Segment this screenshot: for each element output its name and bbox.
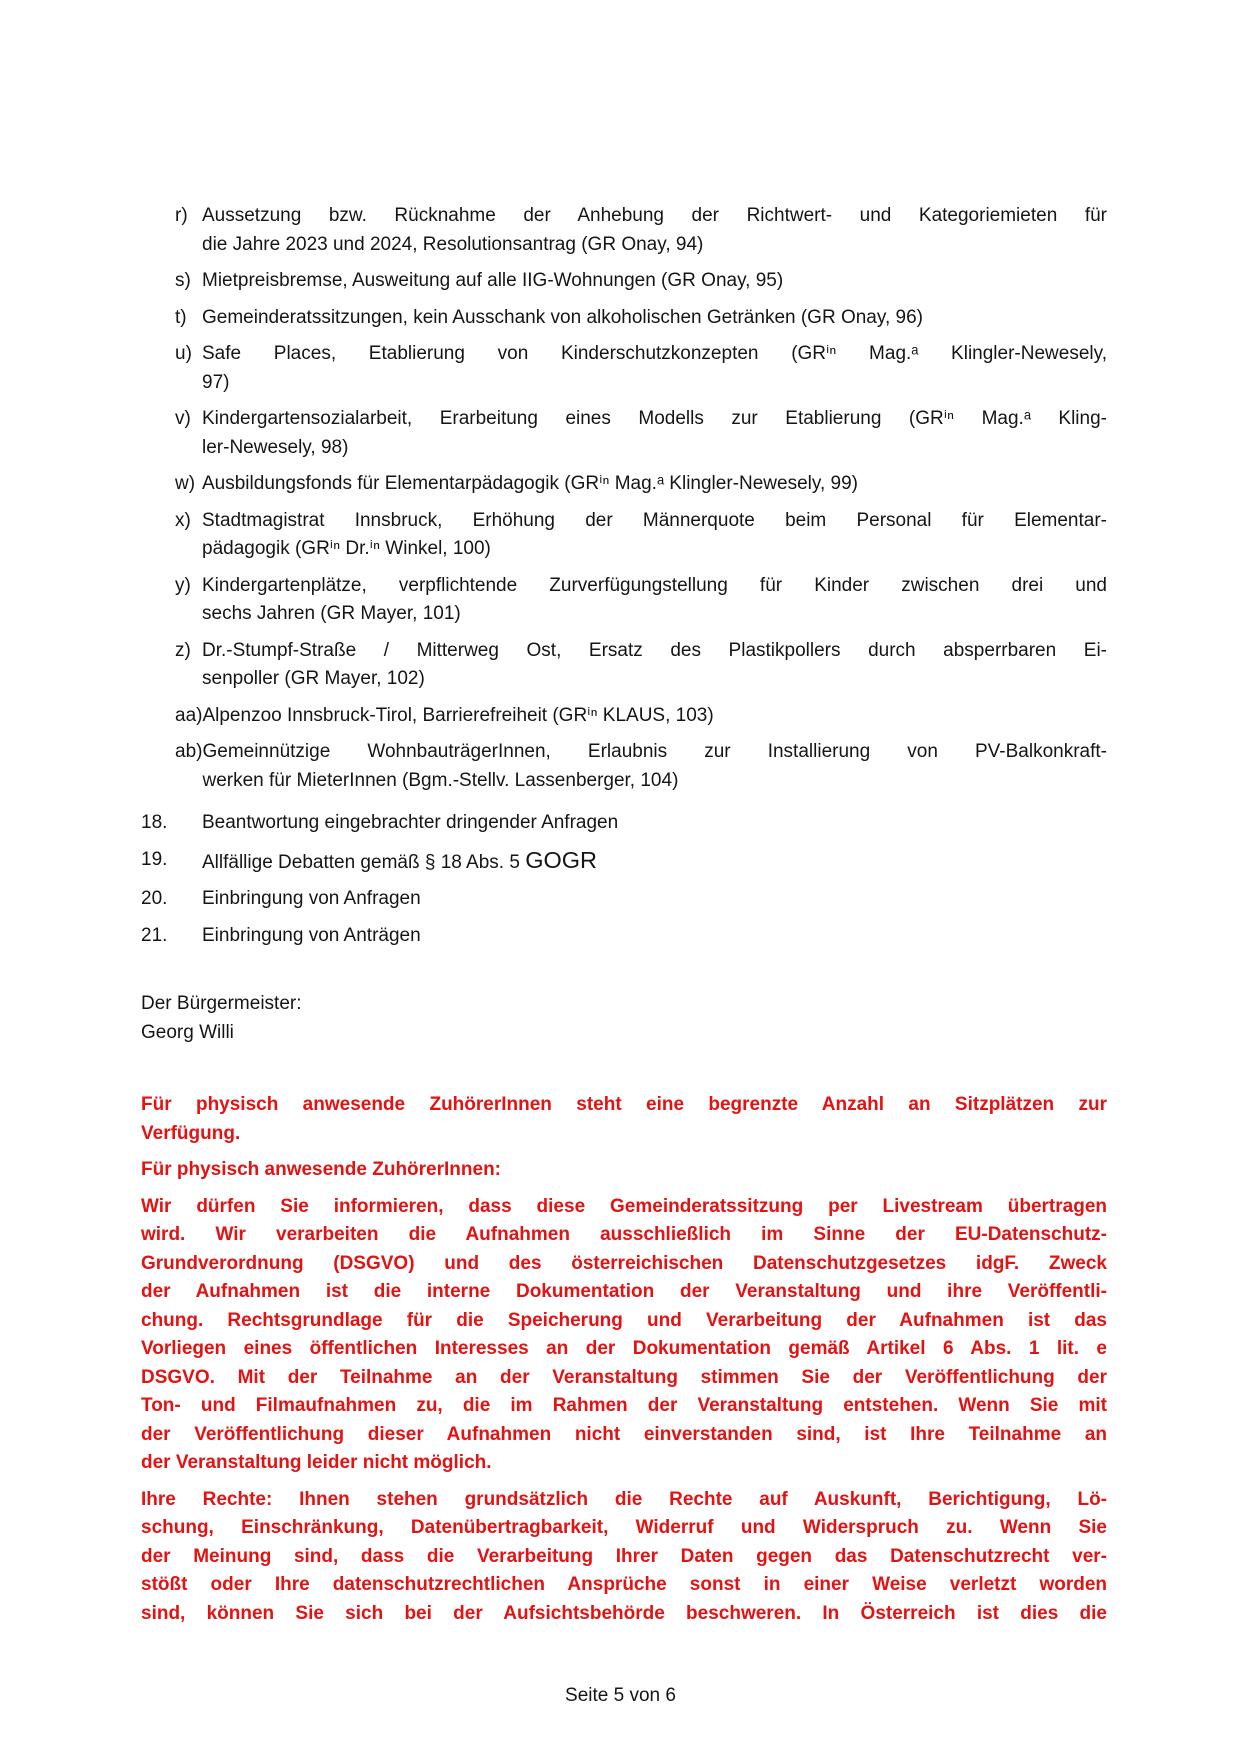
notice-line: Verfügung. [141, 1122, 241, 1144]
agenda-item-line: Allfällige Debatten gemäß § 18 Abs. 5 [202, 851, 526, 873]
agenda-item-number: 20. [141, 888, 168, 909]
agenda-item-number: 18. [141, 812, 168, 833]
signature-role: Der Bürgermeister: [141, 993, 302, 1014]
agenda-item [141, 846, 1107, 878]
agenda-item-line: Gemeinnützige WohnbauträgerInnen, Erlaubnis zur Installierung von PV-Balkonkraft- [202, 741, 1107, 762]
notice-line: chung. Rechtsgrundlage für die Speicherung und Verarbeitung der Aufnahmen ist das [141, 1309, 1107, 1331]
notice-line: der Aufnahmen ist die interne Dokumentation der Veranstaltung und ihre Veröffentli- [141, 1281, 1107, 1302]
agenda-item-line: pädagogik (GRⁱⁿ Dr.ⁱⁿ Winkel, 100) [202, 538, 491, 559]
agenda-item-line: Safe Places, Etablierung von Kinderschutzkonzepten (GRⁱⁿ Mag.ᵃ Klingler-Newesely, [202, 343, 1107, 364]
agenda-item [141, 702, 1107, 731]
notice-line: Grundverordnung (DSGVO) und des österreichischen Datenschutzgesetzes idgF. Zweck [141, 1252, 1107, 1274]
lettered-agenda-list [141, 202, 1107, 795]
page-content [141, 202, 1107, 1628]
agenda-item-line: senpoller (GR Mayer, 102) [202, 668, 425, 689]
agenda-item-text [202, 304, 1107, 333]
agenda-item-marker: s) [175, 270, 191, 291]
agenda-item [141, 738, 1107, 795]
agenda-item-text [202, 922, 1107, 951]
agenda-item-line: Aussetzung bzw. Rücknahme der Anhebung der Richtwert- und Kategoriemieten für [202, 205, 1107, 226]
agenda-item [141, 340, 1107, 397]
page-footer [0, 1682, 1241, 1711]
agenda-item [141, 507, 1107, 564]
notice-line: stößt oder Ihre datenschutzrechtlichen Ansprüche sonst in einer Weise verletzt worden [141, 1574, 1107, 1595]
agenda-item [141, 885, 1107, 914]
notice-line: sind, können Sie sich bei der Aufsichtsbehörde beschweren. In Österreich ist dies die [141, 1602, 1107, 1624]
privacy-notices [141, 1091, 1107, 1628]
notice-line: Wir dürfen Sie informieren, dass diese Gemeinderatssitzung per Livestream übertragen [141, 1195, 1107, 1217]
agenda-item-line: Dr.-Stumpf-Straße / Mitterweg Ost, Ersatz des Plastikpollers durch absperrbaren Ei- [202, 639, 1107, 661]
agenda-item-suffix: GOGR [525, 846, 598, 873]
notice-line: der Veröffentlichung dieser Aufnahmen nicht einverstanden sind, ist Ihre Teilnahme an [141, 1423, 1107, 1445]
agenda-item-line: Beantwortung eingebrachter dringender Anfragen [202, 812, 619, 833]
notice-line: Vorliegen eines öffentlichen Interesses an der Dokumentation gemäß Artikel 6 Abs. 1 lit. e [141, 1338, 1107, 1359]
notice-line: der Veranstaltung leider nicht möglich. [141, 1452, 492, 1473]
agenda-item [141, 202, 1107, 259]
agenda-item-marker: z) [175, 639, 191, 661]
agenda-item [141, 405, 1107, 462]
agenda-item-text [202, 507, 1107, 564]
agenda-item-text [202, 809, 1107, 838]
agenda-item-line: Einbringung von Anfragen [202, 888, 421, 909]
agenda-item-text [202, 885, 1107, 914]
agenda-item-marker: y) [175, 574, 191, 596]
agenda-item-text [202, 846, 1107, 878]
agenda-item-text [202, 202, 1107, 259]
agenda-item-number: 21. [141, 924, 168, 946]
agenda-item-line: werken für MieterInnen (Bgm.-Stellv. Lassenberger, 104) [202, 769, 679, 791]
notice-paragraph [141, 1091, 1107, 1148]
agenda-item-marker: r) [175, 205, 188, 226]
notice-paragraph [141, 1486, 1107, 1629]
notice-line: Ton- und Filmaufnahmen zu, die im Rahmen der Veranstaltung entstehen. Wenn Sie mit [141, 1395, 1107, 1416]
agenda-item [141, 637, 1107, 694]
numbered-agenda-list [141, 809, 1107, 950]
notice-line: Ihre Rechte: Ihnen stehen grundsätzlich die Rechte auf Auskunft, Berichtigung, Lö- [141, 1488, 1107, 1510]
agenda-item [141, 304, 1107, 333]
notice-line: Für physisch anwesende ZuhörerInnen: [141, 1159, 502, 1180]
agenda-item-text [202, 572, 1107, 629]
agenda-item-marker: ab) [175, 741, 203, 762]
agenda-item [141, 922, 1107, 951]
signature-name: Georg Willi [141, 1021, 234, 1043]
agenda-item-text [202, 405, 1107, 462]
agenda-item-line: 97) [202, 371, 230, 393]
notice-paragraph [141, 1156, 1107, 1185]
agenda-item-line: Kindergartenplätze, verpflichtende Zurverfügungstellung für Kinder zwischen drei und [202, 574, 1107, 596]
agenda-item-line: Ausbildungsfonds für Elementarpädagogik (GRⁱⁿ Mag.ᵃ Klingler-Newesely, 99) [202, 473, 858, 494]
agenda-item-marker: aa) [175, 704, 203, 726]
agenda-item-text [202, 738, 1107, 795]
agenda-item-line: ler-Newesely, 98) [202, 436, 349, 458]
agenda-item [141, 809, 1107, 838]
agenda-item-line: Einbringung von Anträgen [202, 924, 421, 946]
notice-line: schung, Einschränkung, Datenübertragbarkeit, Widerruf und Widerspruch zu. Wenn Sie [141, 1517, 1107, 1538]
agenda-item-text [202, 267, 1107, 296]
notice-line: der Meinung sind, dass die Verarbeitung Ihrer Daten gegen das Datenschutzrecht ver- [141, 1545, 1107, 1567]
agenda-item-line: Gemeinderatssitzungen, kein Ausschank von alkoholischen Getränken (GR Onay, 96) [202, 306, 923, 328]
agenda-item-line: sechs Jahren (GR Mayer, 101) [202, 603, 461, 624]
agenda-item [141, 470, 1107, 499]
agenda-item [141, 267, 1107, 296]
agenda-item-number: 19. [141, 848, 168, 870]
agenda-item-marker: t) [175, 306, 187, 328]
agenda-item-text [202, 470, 1107, 499]
agenda-item-marker: w) [175, 473, 196, 494]
notice-line: wird. Wir verarbeiten die Aufnahmen ausschließlich im Sinne der EU-Datenschutz- [141, 1224, 1107, 1245]
agenda-item-line: Alpenzoo Innsbruck-Tirol, Barrierefreiheit (GRⁱⁿ KLAUS, 103) [202, 704, 714, 726]
signature-block [141, 990, 1107, 1047]
agenda-item-marker: v) [175, 408, 191, 429]
notice-paragraph [141, 1193, 1107, 1478]
notice-line: Für physisch anwesende ZuhörerInnen steht eine begrenzte Anzahl an Sitzplätzen zur [141, 1094, 1107, 1115]
agenda-item-line: die Jahre 2023 und 2024, Resolutionsantrag (GR Onay, 94) [202, 233, 704, 255]
page-number-label: Seite 5 von 6 [565, 1685, 676, 1706]
agenda-item-text [202, 340, 1107, 397]
agenda-item-text [202, 637, 1107, 694]
agenda-item [141, 572, 1107, 629]
notice-line: DSGVO. Mit der Teilnahme an der Veranstaltung stimmen Sie der Veröffentlichung der [141, 1366, 1107, 1388]
agenda-item-line: Mietpreisbremse, Ausweitung auf alle IIG-Wohnungen (GR Onay, 95) [202, 270, 784, 291]
agenda-item-line: Stadtmagistrat Innsbruck, Erhöhung der Männerquote beim Personal für Elementar- [202, 509, 1107, 531]
agenda-item-line: Kindergartensozialarbeit, Erarbeitung eines Modells zur Etablierung (GRⁱⁿ Mag.ᵃ Kling- [202, 408, 1107, 429]
agenda-item-text [202, 702, 1107, 731]
agenda-item-marker: u) [175, 343, 192, 364]
agenda-item-marker: x) [175, 509, 191, 531]
